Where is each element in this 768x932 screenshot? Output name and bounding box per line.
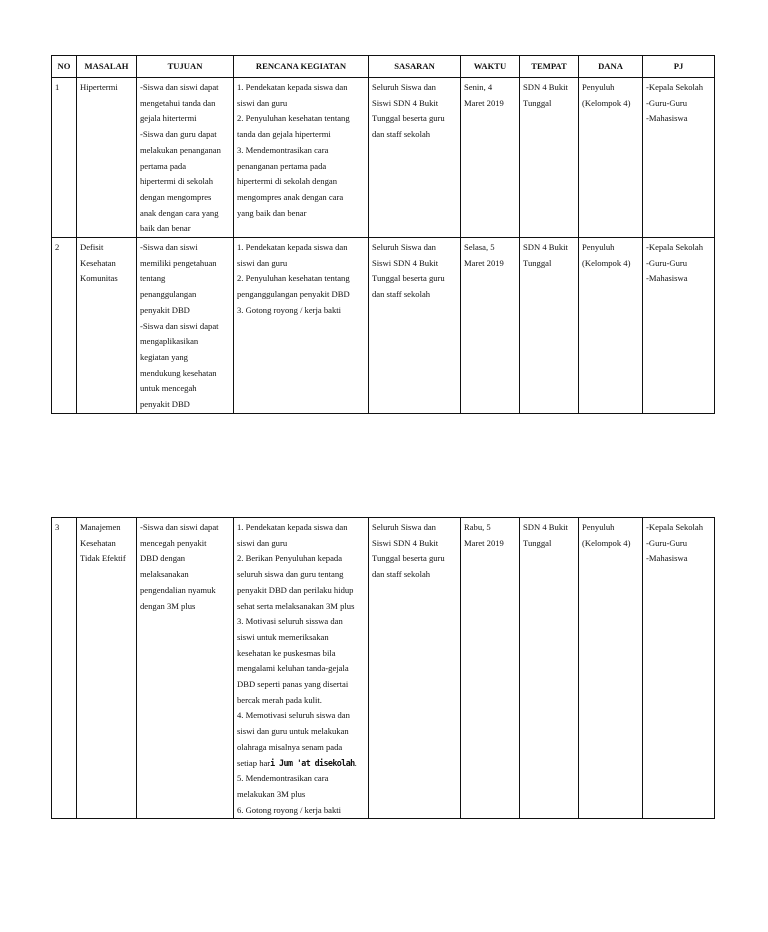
cell-line: yang baik dan benar xyxy=(237,207,307,218)
cell-line: Hipertermi xyxy=(80,82,118,92)
cell-line: -Siswa dan siswi xyxy=(140,242,198,253)
cell-line: Kesehatan xyxy=(80,537,116,548)
cell-line: 1. Pendekatan kepada siswa dan xyxy=(237,522,348,532)
cell-line: seluruh siswa dan guru tentang xyxy=(237,569,344,580)
cell-line: Manajemen xyxy=(80,522,121,532)
cell-line: tanda dan gejala hipertermi xyxy=(237,129,331,140)
cell-line: mencegah penyakit xyxy=(140,537,207,548)
cell-rencana xyxy=(234,518,369,819)
cell-line: pengendalian nyamuk xyxy=(140,584,216,595)
cell-line: 5. Mendemontrasikan cara xyxy=(237,773,329,784)
rencana-lines xyxy=(237,520,366,756)
rencana-mixed-suffix: . xyxy=(354,757,357,768)
cell-line: pertama pada xyxy=(140,160,187,171)
cell-line: bercak merah pada kulit. xyxy=(237,694,322,705)
cell-line: Tunggal xyxy=(523,537,552,548)
cell-line: siswi dan guru untuk melakukan xyxy=(237,726,349,737)
cell-line: Penyuluh xyxy=(582,242,615,253)
cell-line: -Siswa dan siswi dapat xyxy=(140,522,219,532)
cell-line: -Kepala Sekolah xyxy=(646,522,704,532)
cell-tujuan xyxy=(137,238,234,414)
cell-waktu xyxy=(461,238,520,414)
cell-no: 1 xyxy=(52,78,77,238)
header-dana: DANA xyxy=(579,56,643,78)
cell-line: Rabu, 5 xyxy=(464,522,491,532)
cell-line: Kesehatan xyxy=(80,257,116,268)
cell-line: 6. Gotong royong / kerja bakti xyxy=(237,804,342,815)
cell-line: Maret 2019 xyxy=(464,257,504,268)
plan-table-page-2 xyxy=(51,517,715,819)
header-masalah: MASALAH xyxy=(77,56,137,78)
cell-line: dan staff sekolah xyxy=(372,289,431,300)
cell-line: -Guru-Guru xyxy=(646,537,688,548)
cell-line: -Siswa dan siswi dapat xyxy=(140,320,219,331)
cell-line: Maret 2019 xyxy=(464,537,504,548)
cell-line: penanganan pertama pada xyxy=(237,160,327,171)
cell-line: -Guru-Guru xyxy=(646,97,688,108)
cell-line: Tunggal xyxy=(523,257,552,268)
cell-rencana xyxy=(234,238,369,414)
cell-tujuan xyxy=(137,518,234,819)
cell-line: Tunggal beserta guru xyxy=(372,113,445,124)
cell-line: hipertermi di sekolah dengan xyxy=(237,176,337,187)
rencana-mixed-line xyxy=(237,756,366,772)
cell-rencana xyxy=(234,78,369,238)
header-pj: PJ xyxy=(643,56,715,78)
cell-line: melaksanakan xyxy=(140,569,189,580)
cell-line: Seluruh Siswa dan xyxy=(372,242,436,253)
header-tujuan: TUJUAN xyxy=(137,56,234,78)
cell-line: -Kepala Sekolah xyxy=(646,242,704,253)
cell-pj xyxy=(643,238,715,414)
rencana-mixed-prefix: setiap har xyxy=(237,757,271,768)
cell-dana xyxy=(579,78,643,238)
header-waktu: WAKTU xyxy=(461,56,520,78)
cell-line: (Kelompok 4) xyxy=(582,537,631,548)
header-tempat: TEMPAT xyxy=(520,56,579,78)
cell-line: 2. Penyuluhan kesehatan tentang xyxy=(237,273,350,284)
cell-masalah xyxy=(77,78,137,238)
cell-line: (Kelompok 4) xyxy=(582,97,631,108)
cell-line: Maret 2019 xyxy=(464,97,504,108)
cell-line: penyakit DBD xyxy=(140,399,190,410)
cell-line: untuk mencegah xyxy=(140,383,197,394)
rencana-after-lines xyxy=(237,771,366,818)
cell-line: olahraga misalnya senam pada xyxy=(237,741,343,752)
cell-line: 1. Pendekatan kepada siswa dan xyxy=(237,242,348,253)
table-row xyxy=(52,238,715,414)
cell-line: -Siswa dan guru dapat xyxy=(140,129,217,140)
header-row xyxy=(52,56,715,78)
cell-no: 2 xyxy=(52,238,77,414)
cell-line: gejala hitertermi xyxy=(140,113,197,124)
cell-line: SDN 4 Bukit xyxy=(523,82,568,92)
cell-line: hipertermi di sekolah xyxy=(140,176,214,187)
cell-line: penganggulangan penyakit DBD xyxy=(237,289,350,300)
cell-line: penyakit DBD xyxy=(140,304,190,315)
cell-line: -Mahasiswa xyxy=(646,273,688,284)
cell-line: 4. Memotivasi seluruh siswa dan xyxy=(237,710,350,721)
cell-line: mengompres anak dengan cara xyxy=(237,191,344,202)
cell-line: kesehatan ke puskesmas bila xyxy=(237,647,336,658)
cell-line: SDN 4 Bukit xyxy=(523,242,568,253)
cell-tempat xyxy=(520,238,579,414)
cell-line: Seluruh Siswa dan xyxy=(372,522,436,532)
cell-line: penanggulangan xyxy=(140,289,197,300)
cell-line: dan staff sekolah xyxy=(372,129,431,140)
cell-no: 3 xyxy=(52,518,77,819)
cell-line: mengalami keluhan tanda-gejala xyxy=(237,663,349,674)
cell-pj xyxy=(643,78,715,238)
cell-waktu xyxy=(461,518,520,819)
plan-table-page-1 xyxy=(51,55,715,414)
cell-line: 3. Motivasi seluruh sisswa dan xyxy=(237,616,343,627)
cell-line: (Kelompok 4) xyxy=(582,257,631,268)
cell-line: Seluruh Siswa dan xyxy=(372,82,436,92)
cell-line: mengaplikasikan xyxy=(140,336,199,347)
cell-line: dengan 3M plus xyxy=(140,600,196,611)
cell-dana xyxy=(579,518,643,819)
cell-masalah xyxy=(77,238,137,414)
cell-line: Siswi SDN 4 Bukit xyxy=(372,537,439,548)
cell-line: melakukan 3M plus xyxy=(237,788,306,799)
cell-line: Siswi SDN 4 Bukit xyxy=(372,257,439,268)
cell-line: melakukan penanganan xyxy=(140,144,221,155)
cell-line: siswi untuk memeriksakan xyxy=(237,631,329,642)
cell-line: Tidak Efektif xyxy=(80,553,126,564)
table-row xyxy=(52,518,715,819)
cell-line: dan staff sekolah xyxy=(372,569,431,580)
cell-sasaran xyxy=(369,78,461,238)
cell-line: mendukung kesehatan xyxy=(140,367,217,378)
cell-tempat xyxy=(520,78,579,238)
header-rencana-kegiatan: RENCANA KEGIATAN xyxy=(234,56,369,78)
cell-line: Penyuluh xyxy=(582,522,615,532)
cell-line: siswi dan guru xyxy=(237,257,288,268)
cell-line: -Guru-Guru xyxy=(646,257,688,268)
cell-line: 1. Pendekatan kepada siswa dan xyxy=(237,82,348,92)
cell-line: mengetahui tanda dan xyxy=(140,97,216,108)
cell-line: Komunitas xyxy=(80,273,118,284)
cell-masalah xyxy=(77,518,137,819)
cell-line: DBD dengan xyxy=(140,553,186,564)
rencana-mixed-bold: i Jum 'at disekolah xyxy=(270,757,355,768)
cell-line: -Kepala Sekolah xyxy=(646,82,704,92)
cell-line: siswi dan guru xyxy=(237,97,288,108)
cell-line: siswi dan guru xyxy=(237,537,288,548)
cell-pj xyxy=(643,518,715,819)
cell-line: 2. Berikan Penyuluhan kepada xyxy=(237,553,343,564)
cell-line: Defisit xyxy=(80,242,104,253)
cell-line: -Mahasiswa xyxy=(646,553,688,564)
cell-tempat xyxy=(520,518,579,819)
cell-line: 3. Mendemontrasikan cara xyxy=(237,144,329,155)
cell-line: Siswi SDN 4 Bukit xyxy=(372,97,439,108)
cell-line: tentang xyxy=(140,273,166,284)
cell-line: memiliki pengetahuan xyxy=(140,257,217,268)
cell-line: Penyuluh xyxy=(582,82,615,92)
cell-line: Selasa, 5 xyxy=(464,242,495,253)
cell-dana xyxy=(579,238,643,414)
cell-line: Tunggal beserta guru xyxy=(372,273,445,284)
cell-sasaran xyxy=(369,518,461,819)
cell-line: DBD seperti panas yang disertai xyxy=(237,679,349,690)
table-row xyxy=(52,78,715,238)
cell-line: 2. Penyuluhan kesehatan tentang xyxy=(237,113,350,124)
cell-line: 3. Gotong royong / kerja bakti xyxy=(237,304,342,315)
cell-line: -Mahasiswa xyxy=(646,113,688,124)
cell-line: Tunggal xyxy=(523,97,552,108)
cell-tujuan xyxy=(137,78,234,238)
cell-line: Senin, 4 xyxy=(464,82,493,92)
cell-line: penyakit DBD dan perilaku hidup xyxy=(237,584,354,595)
cell-line: kegiatan yang xyxy=(140,351,188,362)
cell-line: anak dengan cara yang xyxy=(140,207,219,218)
cell-line: -Siswa dan siswi dapat xyxy=(140,82,219,92)
cell-line: baik dan benar xyxy=(140,223,191,234)
header-no: NO xyxy=(52,56,77,78)
header-sasaran: SASARAN xyxy=(369,56,461,78)
cell-line: sehat serta melaksanakan 3M plus xyxy=(237,600,355,611)
cell-sasaran xyxy=(369,238,461,414)
cell-line: Tunggal beserta guru xyxy=(372,553,445,564)
cell-line: SDN 4 Bukit xyxy=(523,522,568,532)
cell-waktu xyxy=(461,78,520,238)
cell-line: dengan mengompres xyxy=(140,191,212,202)
